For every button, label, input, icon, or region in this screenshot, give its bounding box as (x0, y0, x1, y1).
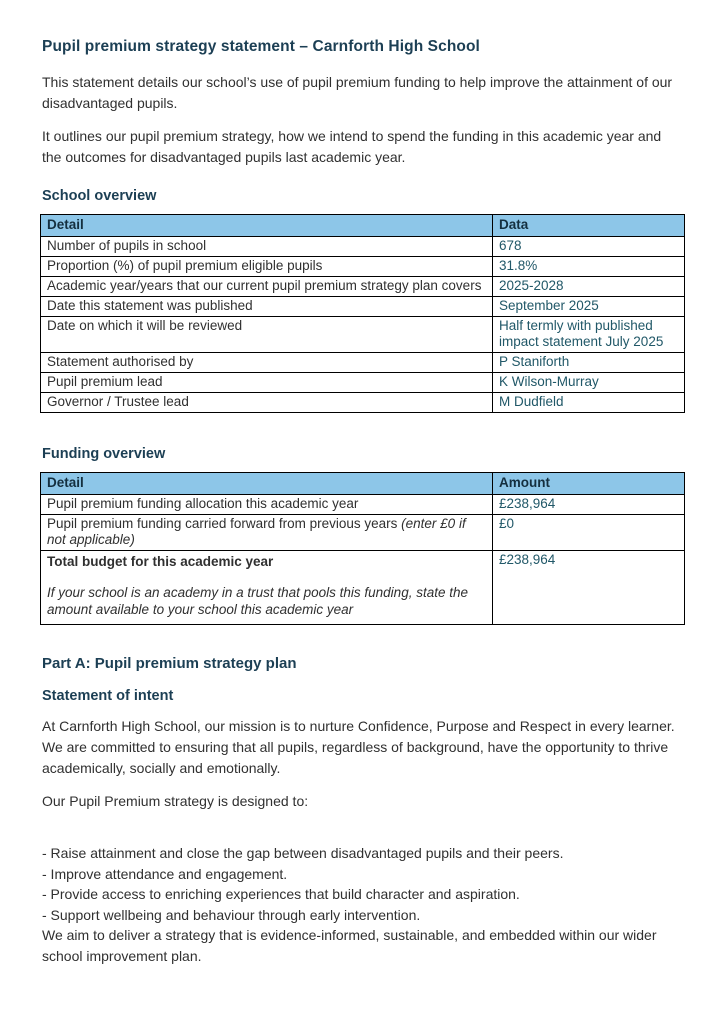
table-row (41, 297, 685, 317)
detail-cell: Governor / Trustee lead (41, 393, 493, 413)
bullet-item: - Improve attendance and engagement. (42, 865, 288, 882)
detail-cell (41, 551, 493, 625)
table-row (41, 353, 685, 373)
school-overview-table (40, 214, 685, 413)
total-budget-note: If your school is an academy in a trust that pools this funding, state the amount available to your school this academic year (47, 585, 468, 617)
bullet-item: - Support wellbeing and behaviour through early intervention. (42, 906, 421, 923)
detail-cell: Proportion (%) of pupil premium eligible pupils (41, 257, 493, 277)
amount-cell: £238,964 (493, 551, 685, 625)
table-row (41, 495, 685, 515)
amount-cell: £238,964 (493, 495, 685, 515)
table-header-row (41, 215, 685, 237)
data-cell: Half termly with published impact statement July 2025 (493, 317, 685, 353)
detail-cell: Statement authorised by (41, 353, 493, 373)
column-header-amount: Amount (493, 473, 685, 495)
table-row (41, 551, 685, 625)
intro-paragraph-1: This statement details our school’s use of pupil premium funding to help improve the attainment of our disadvantaged pupils. (42, 74, 673, 111)
table-row (41, 317, 685, 353)
statement-of-intent-heading: Statement of intent (42, 688, 174, 704)
school-overview-heading: School overview (42, 188, 157, 204)
data-cell: P Staniforth (493, 353, 685, 373)
detail-cell: Date on which it will be reviewed (41, 317, 493, 353)
data-cell: M Dudfield (493, 393, 685, 413)
data-cell: 678 (493, 237, 685, 257)
amount-cell: £0 (493, 515, 685, 551)
data-cell: 2025-2028 (493, 277, 685, 297)
intent-paragraph-2: Our Pupil Premium strategy is designed to: (42, 793, 309, 809)
table-row (41, 277, 685, 297)
table-row (41, 515, 685, 551)
intro-paragraph-2: It outlines our pupil premium strategy, how we intend to spend the funding in this academic year and the outcomes for disadvantaged pupils last academic year. (42, 128, 662, 165)
detail-text: Pupil premium funding carried forward from previous years (47, 516, 402, 531)
detail-cell: Date this statement was published (41, 297, 493, 317)
total-budget-label: Total budget for this academic year (47, 554, 274, 569)
data-cell: September 2025 (493, 297, 685, 317)
detail-cell: Pupil premium lead (41, 373, 493, 393)
closing-paragraph: We aim to deliver a strategy that is evidence-informed, sustainable, and embedded within our wider school improvement plan. (42, 927, 657, 964)
detail-cell: Pupil premium funding allocation this academic year (41, 495, 493, 515)
column-header-detail: Detail (41, 473, 493, 495)
detail-cell: Academic year/years that our current pupil premium strategy plan covers (41, 277, 493, 297)
table-row (41, 393, 685, 413)
table-header-row (41, 473, 685, 495)
data-cell: 31.8% (493, 257, 685, 277)
bullet-item: - Provide access to enriching experiences that build character and aspiration. (42, 886, 520, 902)
page-title: Pupil premium strategy statement – Carnforth High School (42, 38, 480, 55)
part-a-heading: Part A: Pupil premium strategy plan (42, 655, 297, 672)
bullet-item: - Raise attainment and close the gap between disadvantaged pupils and their peers. (42, 845, 564, 861)
table-row (41, 237, 685, 257)
detail-cell: Number of pupils in school (41, 237, 493, 257)
funding-overview-heading: Funding overview (42, 446, 166, 462)
table-row (41, 373, 685, 393)
detail-cell (41, 515, 493, 551)
funding-overview-table (40, 472, 685, 625)
strategy-bullet-list (42, 843, 684, 925)
column-header-detail: Detail (41, 215, 493, 237)
detail-note: (enter £0 if not applicable) (47, 516, 466, 547)
table-row (41, 257, 685, 277)
column-header-data: Data (493, 215, 685, 237)
intent-paragraph-1: At Carnforth High School, our mission is to nurture Confidence, Purpose and Respect in every learner. We are committed to ensuring that all pupils, regardless of background, have the opportunity to thrive academically, socially and emotionally. (42, 718, 675, 776)
data-cell: K Wilson-Murray (493, 373, 685, 393)
